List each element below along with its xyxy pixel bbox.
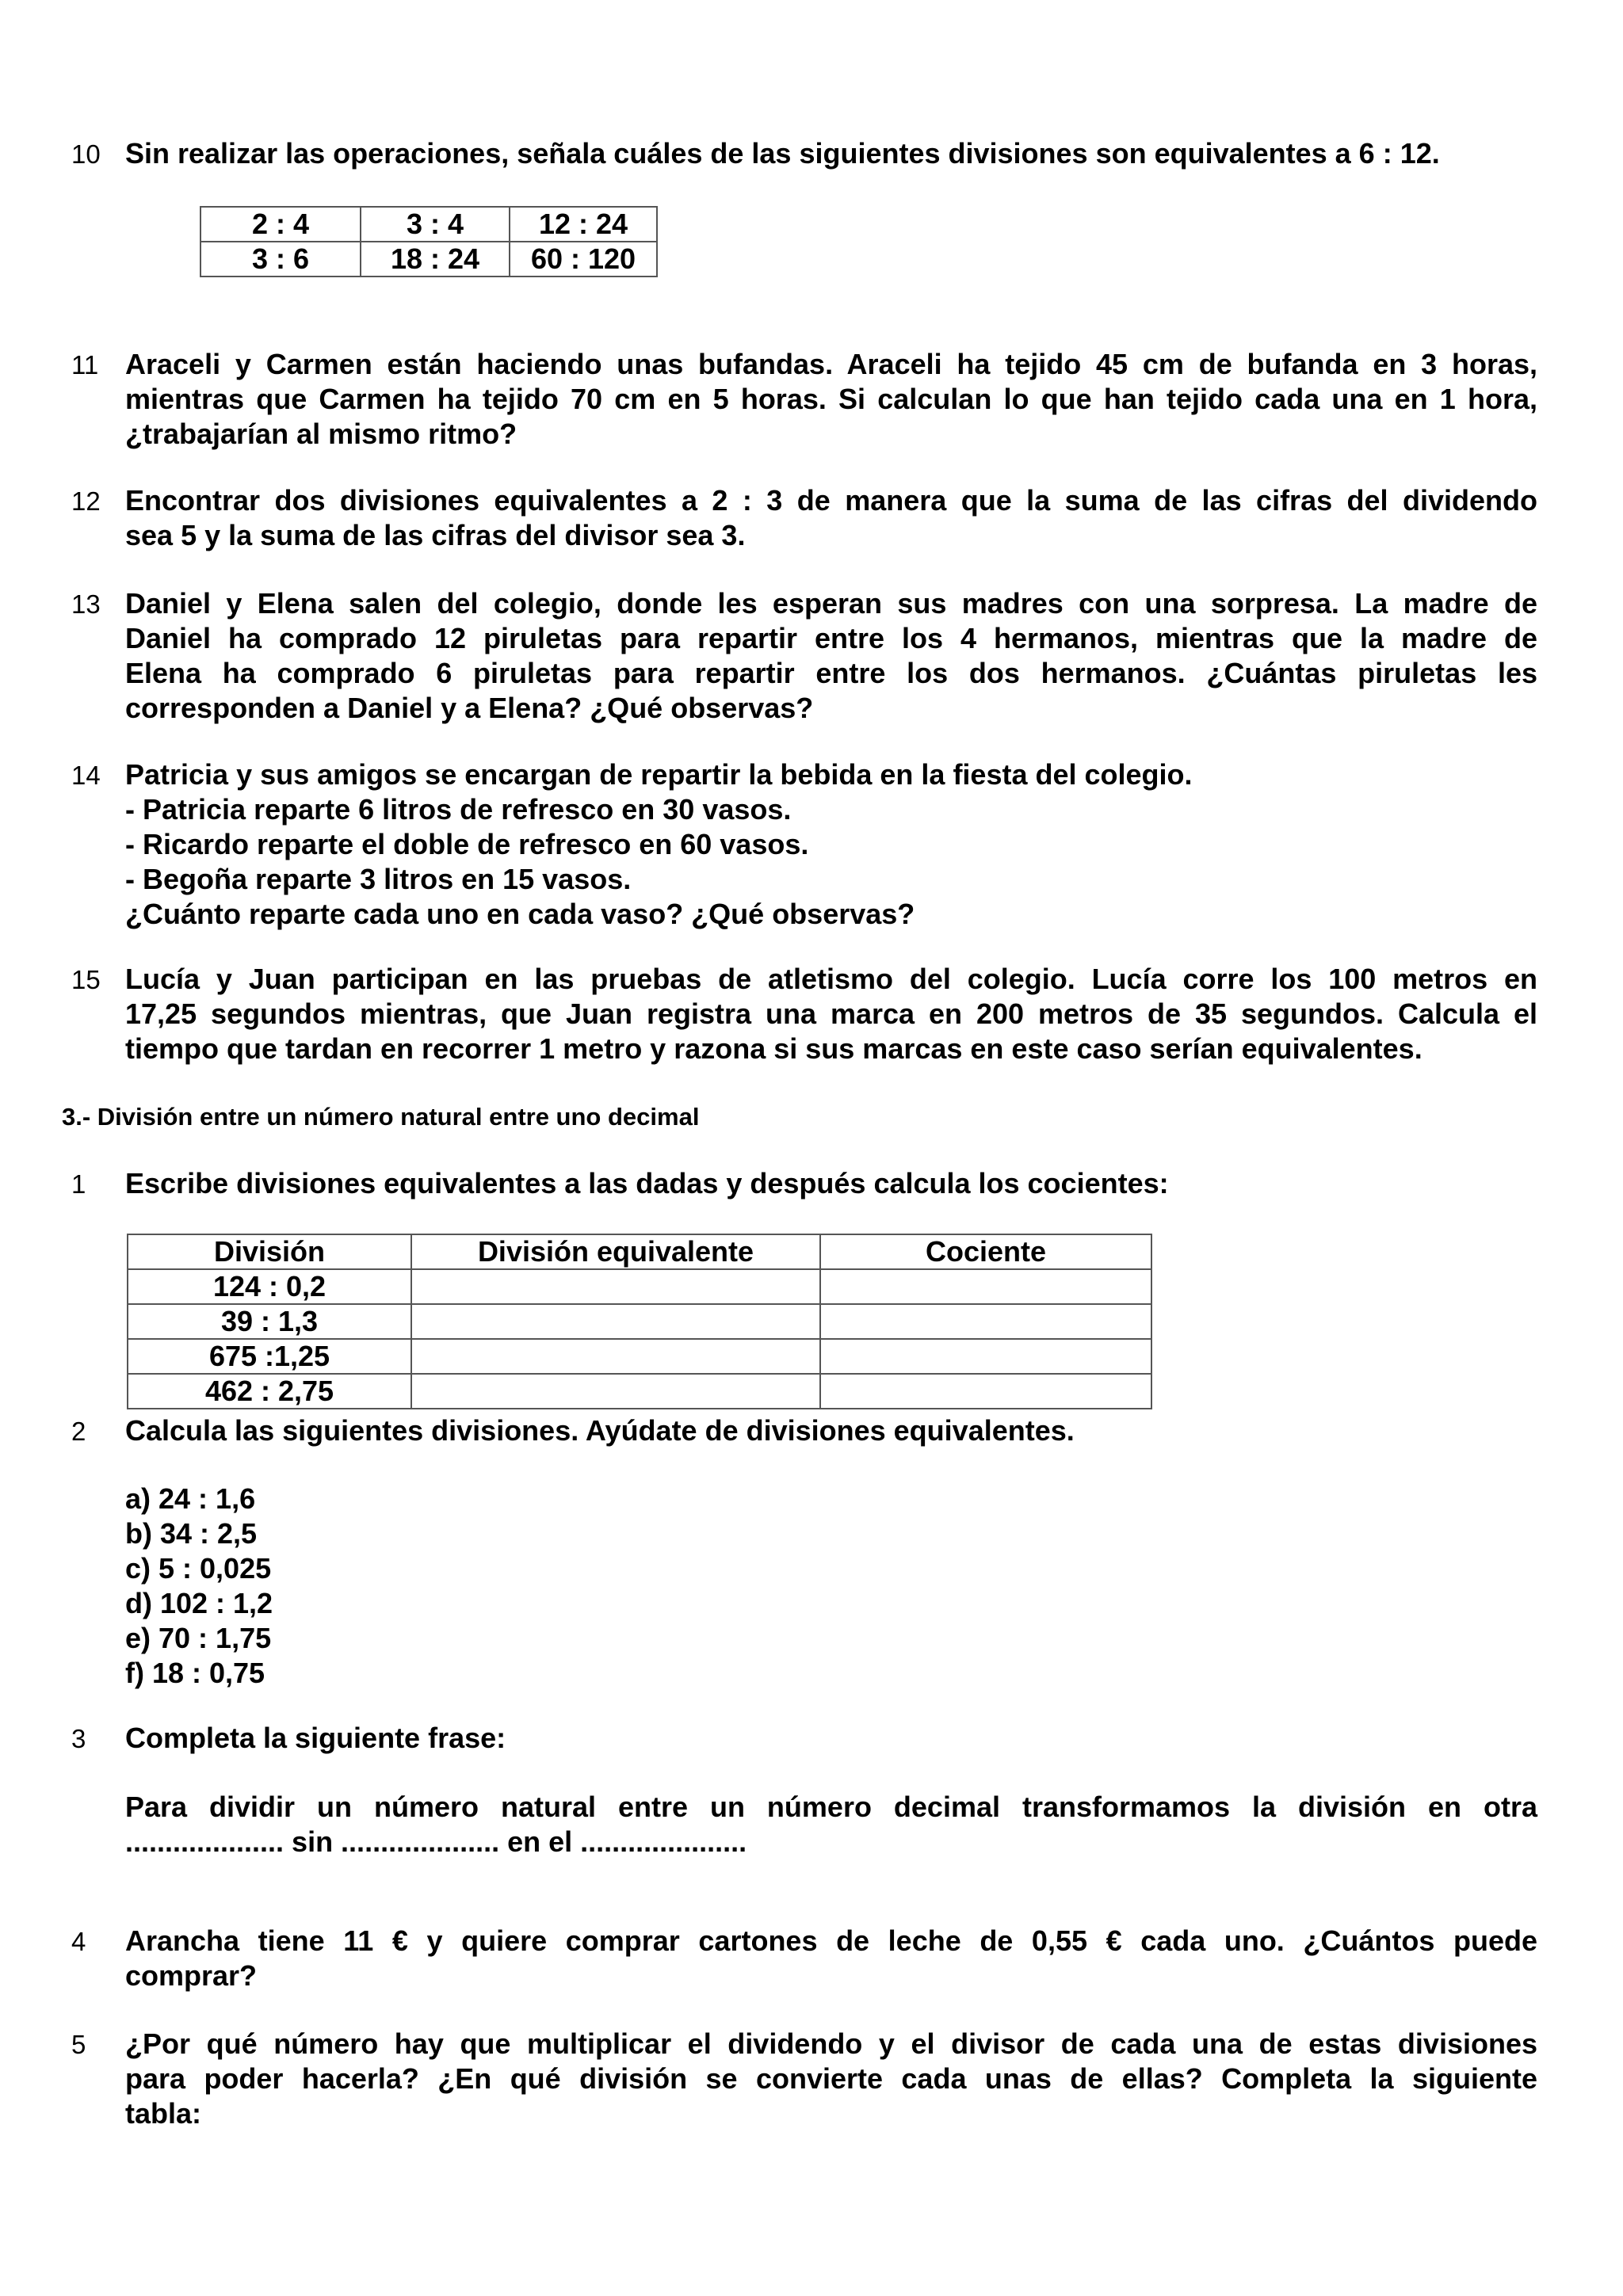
exercise-number: 12	[71, 486, 101, 516]
list-item: d) 102 : 1,2	[125, 1587, 273, 1619]
table-cell: 675 :1,25	[128, 1339, 411, 1374]
answer-cell	[820, 1304, 1151, 1339]
table-row	[128, 1304, 1151, 1339]
exercise-text: Calcula las siguientes divisiones. Ayúdate de divisiones equivalentes.	[125, 1414, 1075, 1447]
table-cell: 60 : 120	[510, 242, 657, 277]
exercise-text-line: tabla:	[125, 2097, 202, 2130]
table-cell: 18 : 24	[361, 242, 510, 277]
table-row	[128, 1374, 1151, 1409]
exercise-number: 3	[71, 1724, 86, 1753]
exercise-text: Completa la siguiente frase:	[125, 1722, 506, 1754]
exercise-text-line: ¿Cuánto reparte cada uno en cada vaso? ¿Qué observas?	[125, 898, 915, 930]
exercise-text-line: comprar?	[125, 1959, 258, 1992]
list-item: a) 24 : 1,6	[125, 1482, 256, 1515]
exercise-number: 2	[71, 1417, 86, 1446]
answer-cell	[820, 1374, 1151, 1409]
exercise-number: 4	[71, 1927, 86, 1956]
exercise-text-line: Daniel ha comprado 12 piruletas para repartir entre los 4 hermanos, mientras que la madre de	[125, 622, 1537, 654]
column-header: División	[128, 1234, 411, 1269]
exercise-text-line: Elena ha comprado 6 piruletas para repartir entre los dos hermanos. ¿Cuántas piruletas les	[125, 657, 1537, 689]
exercise-text-line: tiempo que tardan en recorrer 1 metro y razona si sus marcas en este caso serían equivalentes.	[125, 1032, 1423, 1065]
exercise-text-line: mientras que Carmen ha tejido 70 cm en 5 horas. Si calculan lo que han tejido cada una en 1 hora,	[125, 383, 1537, 415]
exercise-number: 13	[71, 589, 101, 619]
exercise-text-line: Araceli y Carmen están haciendo unas bufandas. Araceli ha tejido 45 cm de bufanda en 3 horas,	[125, 348, 1537, 380]
equivalence-table	[200, 206, 658, 277]
exercise-text: Sin realizar las operaciones, señala cuáles de las siguientes divisiones son equivalentes a 6 : 12.	[125, 137, 1440, 170]
exercise-text-line: para poder hacerla? ¿En qué división se convierte cada unas de ellas? Completa la siguiente	[125, 2062, 1537, 2095]
exercise-text-line: Arancha tiene 11 € y quiere comprar cartones de leche de 0,55 € cada uno. ¿Cuántos puede	[125, 1924, 1537, 1957]
exercise-text-line: 17,25 segundos mientras, que Juan registra una marca en 200 metros de 35 segundos. Calcula el	[125, 997, 1537, 1030]
exercise-text-line: ¿Por qué número hay que multiplicar el dividendo y el divisor de cada una de estas divisiones	[125, 2027, 1537, 2060]
column-header: División equivalente	[411, 1234, 820, 1269]
exercise-text-line: - Ricardo reparte el doble de refresco en 60 vasos.	[125, 828, 809, 860]
exercise-text-line: Lucía y Juan participan en las pruebas de atletismo del colegio. Lucía corre los 100 metros en	[125, 963, 1537, 995]
answer-cell	[411, 1269, 820, 1304]
exercise-text-line: ¿trabajarían al mismo ritmo?	[125, 418, 517, 450]
table-header-row	[128, 1234, 1151, 1269]
column-header: Cociente	[820, 1234, 1151, 1269]
table-row	[128, 1269, 1151, 1304]
answer-cell	[411, 1304, 820, 1339]
exercise-text-line: Daniel y Elena salen del colegio, donde les esperan sus madres con una sorpresa. La madre de	[125, 587, 1537, 620]
list-item: c) 5 : 0,025	[125, 1552, 272, 1585]
exercise-text-line: Encontrar dos divisiones equivalentes a 2 : 3 de manera que la suma de las cifras del dividendo	[125, 484, 1537, 517]
list-item: f) 18 : 0,75	[125, 1657, 265, 1689]
exercise-text-line: Patricia y sus amigos se encargan de repartir la bebida en la fiesta del colegio.	[125, 758, 1193, 791]
division-table	[127, 1234, 1152, 1409]
table-cell: 12 : 24	[510, 207, 657, 242]
exercise-number: 11	[71, 350, 99, 379]
table-row	[128, 1339, 1151, 1374]
answer-cell	[820, 1269, 1151, 1304]
answer-cell	[411, 1339, 820, 1374]
answer-cell	[411, 1374, 820, 1409]
table-cell: 124 : 0,2	[128, 1269, 411, 1304]
exercise-number: 14	[71, 761, 101, 790]
table-row	[200, 207, 657, 242]
table-cell: 3 : 6	[200, 242, 361, 277]
list-item: b) 34 : 2,5	[125, 1517, 258, 1550]
answer-cell	[820, 1339, 1151, 1374]
sentence-line: Para dividir un número natural entre un número decimal transformamos la división en otra	[125, 1791, 1537, 1823]
list-item: e) 70 : 1,75	[125, 1622, 272, 1654]
table-row	[200, 242, 657, 277]
exercise-text: Escribe divisiones equivalentes a las dadas y después calcula los cocientes:	[125, 1167, 1169, 1199]
exercise-number: 10	[71, 139, 101, 169]
section-title: 3.- División entre un número natural entre uno decimal	[62, 1103, 700, 1131]
fill-in-blanks-line: .................... sin .................... en el .....................	[125, 1825, 747, 1858]
exercise-number: 5	[71, 2030, 86, 2059]
table-cell: 39 : 1,3	[128, 1304, 411, 1339]
exercise-text-line: corresponden a Daniel y a Elena? ¿Qué observas?	[125, 692, 814, 724]
exercise-number: 15	[71, 965, 101, 994]
table-cell: 462 : 2,75	[128, 1374, 411, 1409]
table-cell: 2 : 4	[200, 207, 361, 242]
exercise-number: 1	[71, 1169, 86, 1199]
exercise-text-line: - Patricia reparte 6 litros de refresco en 30 vasos.	[125, 793, 792, 826]
exercise-text-line: - Begoña reparte 3 litros en 15 vasos.	[125, 863, 632, 895]
exercise-text-line: sea 5 y la suma de las cifras del divisor sea 3.	[125, 519, 746, 551]
table-cell: 3 : 4	[361, 207, 510, 242]
